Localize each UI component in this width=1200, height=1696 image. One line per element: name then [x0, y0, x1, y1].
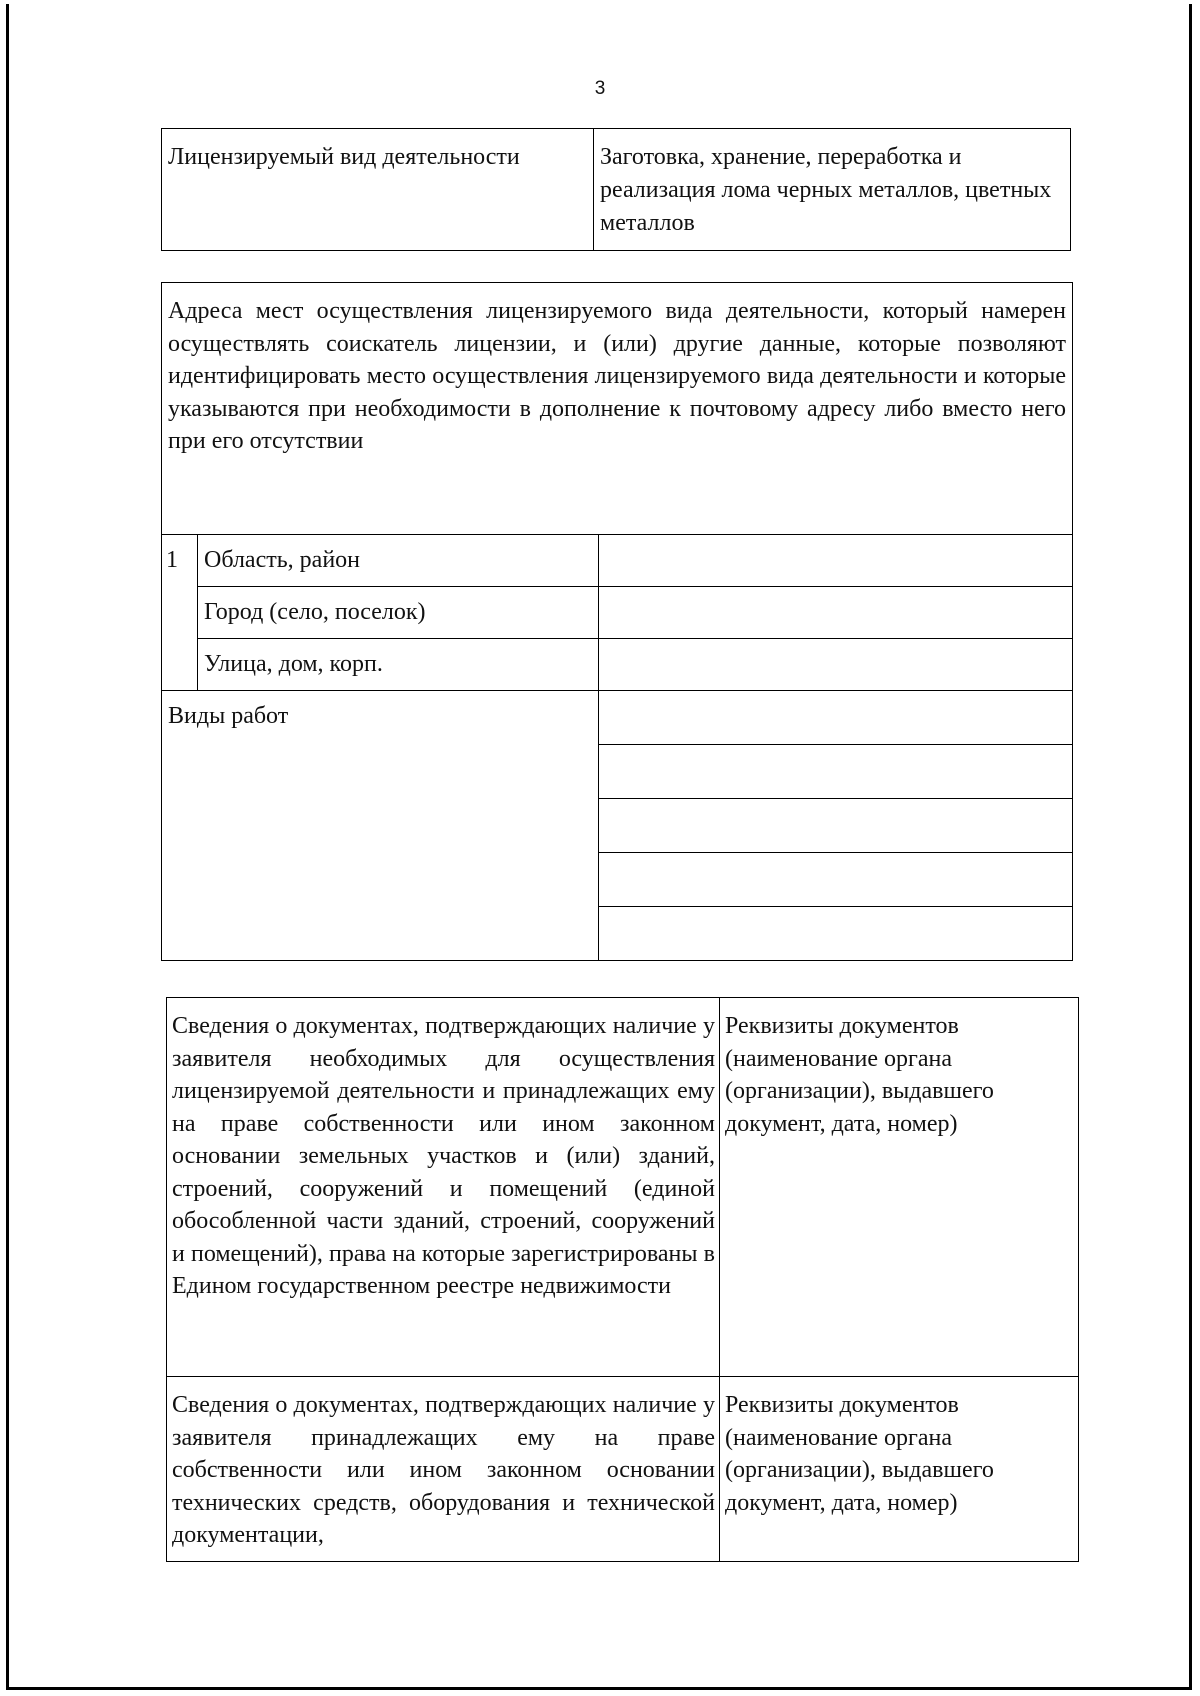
street-value-field[interactable]: [599, 639, 1073, 691]
table-row: [162, 587, 1073, 639]
work-types-label: Виды работ: [162, 691, 599, 961]
equipment-documents-requisites: Реквизиты документов (наименование органа (организации), выдавшего документ, дата, номер): [720, 1377, 1079, 1562]
documents-table: [166, 997, 1079, 1562]
licensed-activity-value: Заготовка, хранение, переработка и реализация лома черных металлов, цветных металлов: [594, 129, 1071, 251]
addresses-intro: Адреса мест осуществления лицензируемого вида деятельности, который намерен осуществлять соискатель лицензии, и (или) другие данные, которые позволяют идентифицировать место осуществления лицензируемого вида деятельности и которые указываются при необходимости в дополнение к почтовому адресу либо вместо него при его отсутствии: [162, 283, 1073, 535]
city-value-field[interactable]: [599, 587, 1073, 639]
work-type-field[interactable]: [599, 691, 1073, 745]
table-row: [162, 283, 1073, 535]
table-row: [162, 691, 1073, 745]
table-row: [162, 535, 1073, 587]
region-value-field[interactable]: [599, 535, 1073, 587]
page-number: 3: [594, 78, 606, 99]
licensed-activity-label: Лицензируемый вид деятельности: [162, 129, 594, 251]
work-type-field[interactable]: [599, 745, 1073, 799]
address-row-number: 1: [162, 535, 198, 691]
city-label: Город (село, поселок): [198, 587, 599, 639]
street-label: Улица, дом, корп.: [198, 639, 599, 691]
addresses-table: [161, 282, 1073, 961]
land-documents-requisites: Реквизиты документов (наименование органа (организации), выдавшего документ, дата, номер): [720, 998, 1079, 1377]
table-row: [162, 639, 1073, 691]
equipment-documents-description: Сведения о документах, подтверждающих наличие у заявителя принадлежащих ему на праве собственности или ином законном основании технических средств, оборудования и технической документации,: [167, 1377, 720, 1562]
land-documents-description: Сведения о документах, подтверждающих наличие у заявителя необходимых для осуществления лицензируемой деятельности и принадлежащих ему на праве собственности или ином законном основании земельных участков и (или) зданий, строений, сооружений и помещений (единой обособленной части зданий, строений, сооружений и помещений), права на которые зарегистрированы в Едином государственном реестре недвижимости: [167, 998, 720, 1377]
table-row: [162, 129, 1071, 251]
table-row: [167, 1377, 1079, 1562]
licensed-activity-table: [161, 128, 1071, 251]
region-label: Область, район: [198, 535, 599, 587]
work-type-field[interactable]: [599, 853, 1073, 907]
work-type-field[interactable]: [599, 907, 1073, 961]
table-row: [167, 998, 1079, 1377]
work-type-field[interactable]: [599, 799, 1073, 853]
